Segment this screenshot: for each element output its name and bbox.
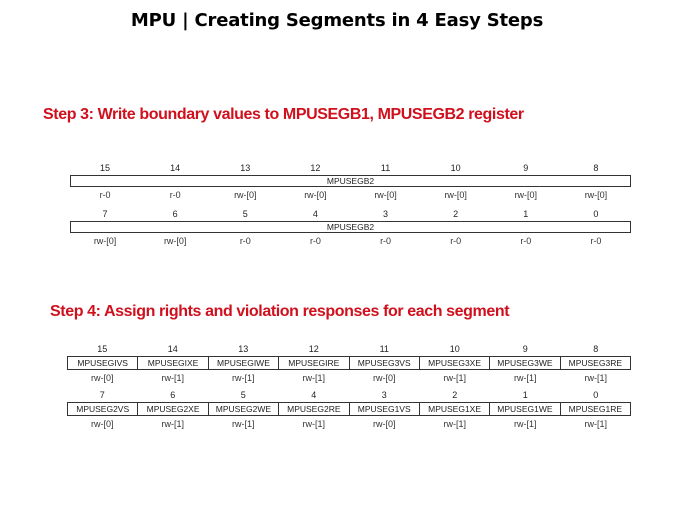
register-field: MPUSEG1WE <box>489 403 559 415</box>
bit-number: 0 <box>593 209 599 219</box>
access-type: rw-[1] <box>514 419 537 429</box>
bit-number: 9 <box>523 163 529 173</box>
access-type: r-0 <box>380 236 392 246</box>
bit-numbers <box>67 389 631 401</box>
bit-number: 3 <box>381 390 387 400</box>
access-type: rw-[1] <box>232 419 255 429</box>
bit-number: 8 <box>593 344 599 354</box>
access-type: r-0 <box>239 236 251 246</box>
bit-number: 13 <box>238 344 249 354</box>
access-type: rw-[0] <box>584 190 608 200</box>
access-types <box>70 235 631 247</box>
bit-number: 4 <box>312 209 318 219</box>
page-title: MPU | Creating Segments in 4 Easy Steps <box>130 10 544 31</box>
access-type: r-0 <box>520 236 532 246</box>
register-mpusam-low <box>67 389 631 430</box>
bit-number: 12 <box>308 344 319 354</box>
register-field: MPUSEG1VS <box>349 403 419 415</box>
register-mpusegb2-high <box>70 162 631 201</box>
access-type: rw-[1] <box>443 419 466 429</box>
access-type: rw-[0] <box>514 190 538 200</box>
access-type: rw-[0] <box>91 419 114 429</box>
access-type: rw-[1] <box>161 373 184 383</box>
register-field: MPUSEG2WE <box>208 403 278 415</box>
access-type: rw-[0] <box>374 190 397 200</box>
access-type: r-0 <box>590 236 602 246</box>
bit-number: 9 <box>522 344 528 354</box>
bit-number: 10 <box>449 344 460 354</box>
register-mpusegb2-low <box>70 208 631 247</box>
access-type: rw-[1] <box>161 419 184 429</box>
access-type: r-0 <box>450 236 462 246</box>
bit-number: 11 <box>380 163 391 173</box>
bit-number: 14 <box>170 163 181 173</box>
bit-number: 1 <box>522 390 528 400</box>
register-field: MPUSEGIWE <box>208 357 278 369</box>
access-type: rw-[1] <box>443 373 466 383</box>
bit-number: 14 <box>167 344 178 354</box>
bit-number: 7 <box>99 390 105 400</box>
access-type: rw-[0] <box>93 236 117 246</box>
bit-number: 4 <box>311 390 317 400</box>
register-fields <box>67 356 631 370</box>
bit-numbers <box>67 343 631 355</box>
access-type: r-0 <box>99 190 111 200</box>
access-types <box>70 189 631 201</box>
register-fields <box>67 402 631 416</box>
access-types <box>67 372 631 384</box>
step4-heading: Step 4: Assign rights and violation responses for each segment <box>50 303 510 320</box>
access-type: rw-[0] <box>234 190 257 200</box>
access-type: rw-[1] <box>302 373 325 383</box>
bit-number: 6 <box>172 209 178 219</box>
access-type: r-0 <box>169 190 181 200</box>
register-field: MPUSEG2VS <box>76 404 130 414</box>
bit-number: 2 <box>453 209 459 219</box>
register-field: MPUSEG3WE <box>489 357 559 369</box>
access-type: rw-[0] <box>163 236 187 246</box>
register-field: MPUSEG2XE <box>137 403 207 415</box>
access-type: rw-[0] <box>444 190 467 200</box>
register-field: MPUSEGIRE <box>278 357 348 369</box>
bit-number: 5 <box>240 390 246 400</box>
access-type: rw-[1] <box>584 419 607 429</box>
bit-numbers <box>70 208 631 220</box>
bit-number: 3 <box>383 209 389 219</box>
bit-number: 2 <box>452 390 458 400</box>
bit-number: 6 <box>170 390 176 400</box>
bit-number: 15 <box>97 344 108 354</box>
bit-number: 1 <box>523 209 529 219</box>
register-field: MPUSEG3XE <box>419 357 489 369</box>
register-mpusam-high <box>67 343 631 384</box>
register-field: MPUSEG1XE <box>419 403 489 415</box>
register-field: MPUSEG3VS <box>349 357 419 369</box>
bit-number: 15 <box>100 163 111 173</box>
access-type: rw-[1] <box>232 373 255 383</box>
access-type: rw-[0] <box>373 373 396 383</box>
access-type: rw-[0] <box>373 419 396 429</box>
register-field-box: MPUSEGB2 <box>70 221 631 233</box>
register-field: MPUSEGIVS <box>77 358 128 368</box>
bit-number: 13 <box>240 163 251 173</box>
access-type: rw-[0] <box>304 190 327 200</box>
bit-number: 12 <box>310 163 321 173</box>
register-field: MPUSEG3RE <box>560 357 630 369</box>
bit-number: 8 <box>593 163 599 173</box>
register-field: MPUSEG1RE <box>560 403 630 415</box>
access-type: r-0 <box>309 236 321 246</box>
bit-number: 7 <box>102 209 108 219</box>
bit-numbers <box>70 162 631 174</box>
access-types <box>67 418 631 430</box>
access-type: rw-[1] <box>584 373 607 383</box>
bit-number: 10 <box>450 163 461 173</box>
register-field: MPUSEGIXE <box>137 357 207 369</box>
bit-number: 5 <box>242 209 248 219</box>
access-type: rw-[1] <box>302 419 325 429</box>
step3-heading: Step 3: Write boundary values to MPUSEGB1, MPUSEGB2 register <box>43 106 524 123</box>
register-field: MPUSEG2RE <box>278 403 348 415</box>
access-type: rw-[1] <box>514 373 537 383</box>
bit-number: 0 <box>593 390 599 400</box>
bit-number: 11 <box>379 344 389 354</box>
access-type: rw-[0] <box>91 373 114 383</box>
register-field-box: MPUSEGB2 <box>70 175 631 187</box>
